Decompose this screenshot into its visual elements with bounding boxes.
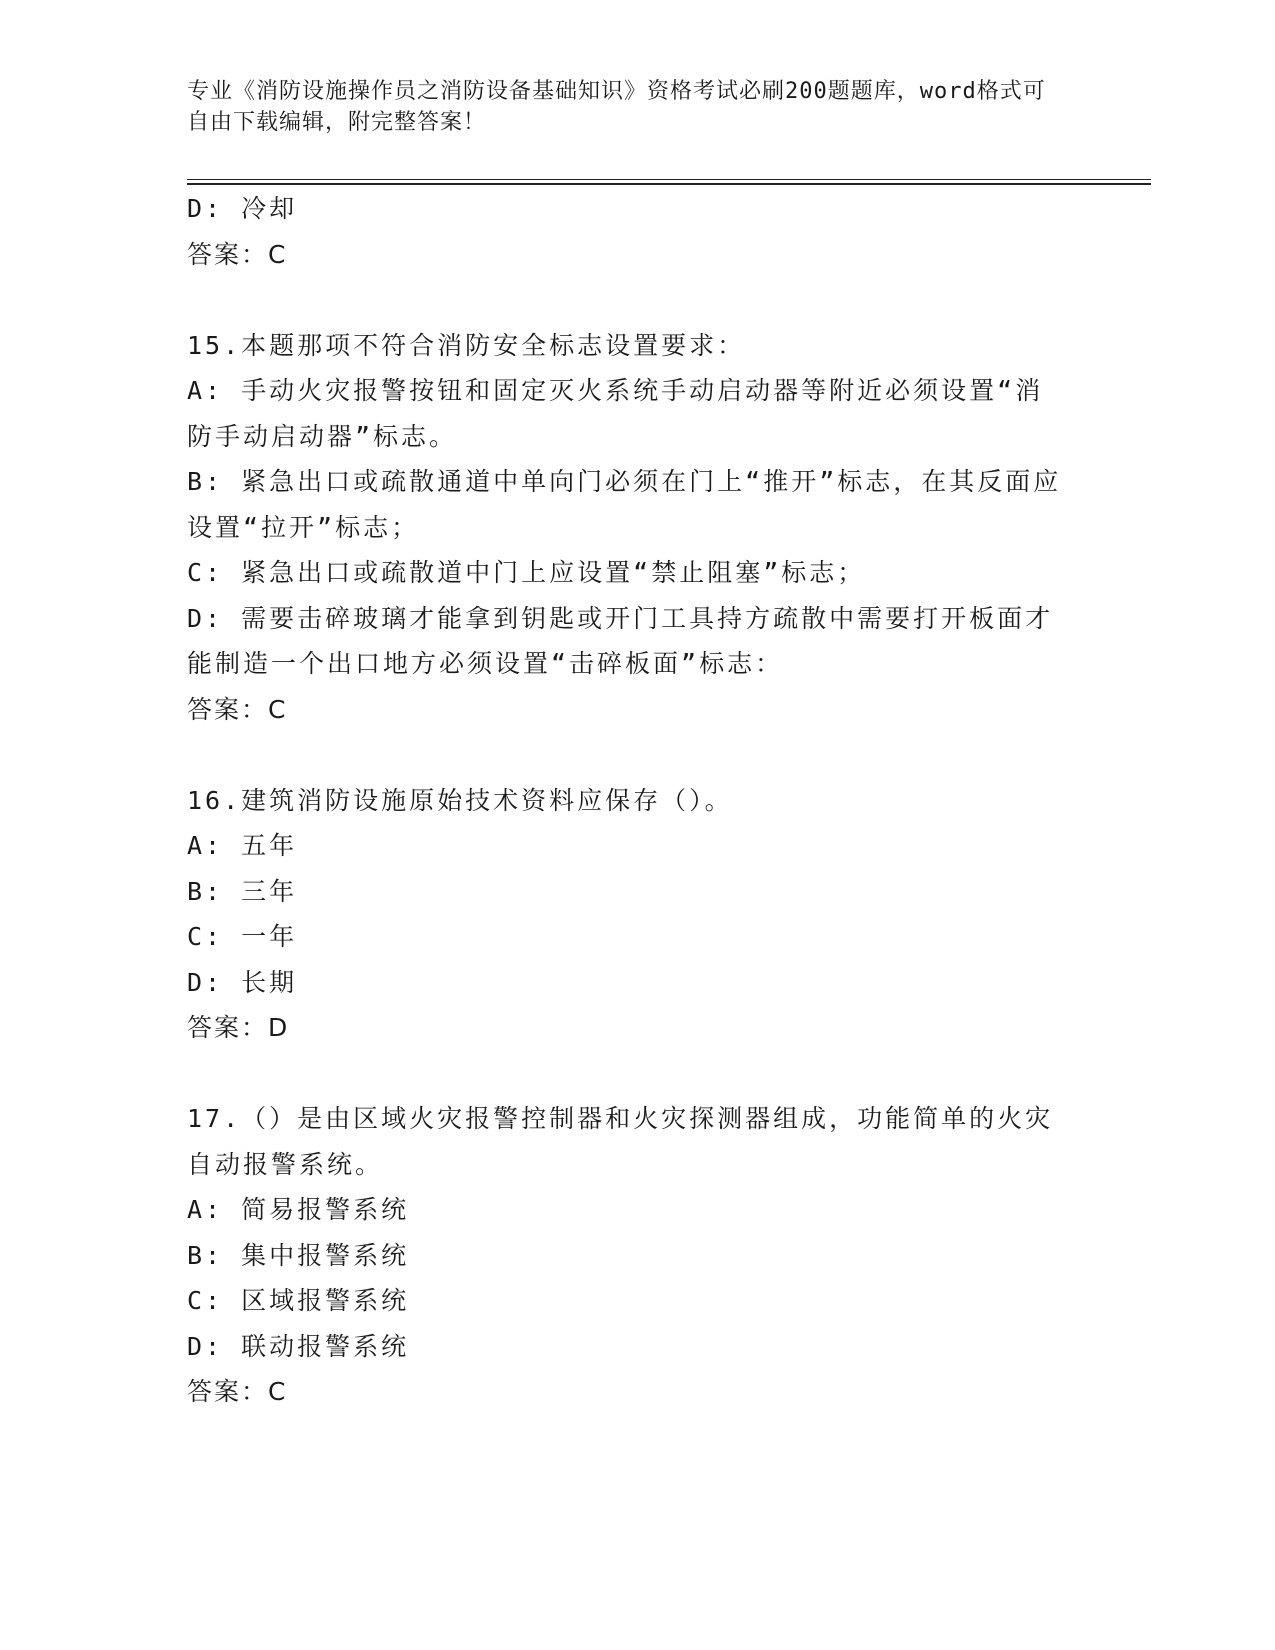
answer: 答案：C: [187, 1377, 288, 1406]
header-rule-thin: [187, 179, 1151, 180]
question-block: [187, 323, 1067, 733]
spacer: [187, 1051, 1067, 1097]
spacer: [187, 732, 1067, 778]
option-b: B: 三年: [187, 876, 298, 906]
option-d: D: 需要击碎玻璃才能拿到钥匙或开门工具持方疏散中需要打开板面才能制造一个出口地方必须设置“击碎板面”标志：: [187, 603, 1054, 678]
answer: 答案：D: [187, 1013, 290, 1042]
option-c: C: 区域报警系统: [187, 1286, 410, 1315]
option-b: B: 紧急出口或疏散通道中单向门必须在门上“推开”标志，在其反面应设置“拉开”标志；: [187, 467, 1062, 542]
question-block: [187, 778, 1067, 1051]
option-c: C: 一年: [187, 922, 298, 951]
question-stem: 17.（）是由区域火灾报警控制器和火灾探测器组成，功能简单的火灾自动报警系统。: [187, 1104, 1054, 1179]
option-a: A: 简易报警系统: [187, 1195, 410, 1224]
option-a: A: 五年: [187, 831, 298, 860]
question-stem: 16.建筑消防设施原始技术资料应保存（）。: [187, 785, 733, 815]
header-rule-thick: [187, 183, 1151, 185]
spacer: [187, 277, 1067, 323]
question-block: [187, 1096, 1067, 1415]
question-list: [187, 186, 1067, 1415]
prev-option-d: D: 冷却: [187, 194, 298, 223]
answer: 答案：C: [187, 694, 288, 724]
option-b: B: 集中报警系统: [187, 1240, 410, 1270]
option-a: A: 手动火灾报警按钮和固定灭火系统手动启动器等附近必须设置“消防手动启动器”标志。: [187, 376, 1044, 451]
option-c: C: 紧急出口或疏散道中门上应设置“禁止阻塞”标志；: [187, 558, 866, 587]
prev-answer: 答案：C: [187, 239, 288, 269]
document-header: 专业《消防设施操作员之消防设备基础知识》资格考试必刷200题题库，word格式可自由下载编辑，附完整答案！: [187, 79, 1046, 135]
option-d: D: 联动报警系统: [187, 1331, 410, 1361]
question-stem: 15.本题那项不符合消防安全标志设置要求：: [187, 330, 746, 360]
option-d: D: 长期: [187, 967, 298, 997]
